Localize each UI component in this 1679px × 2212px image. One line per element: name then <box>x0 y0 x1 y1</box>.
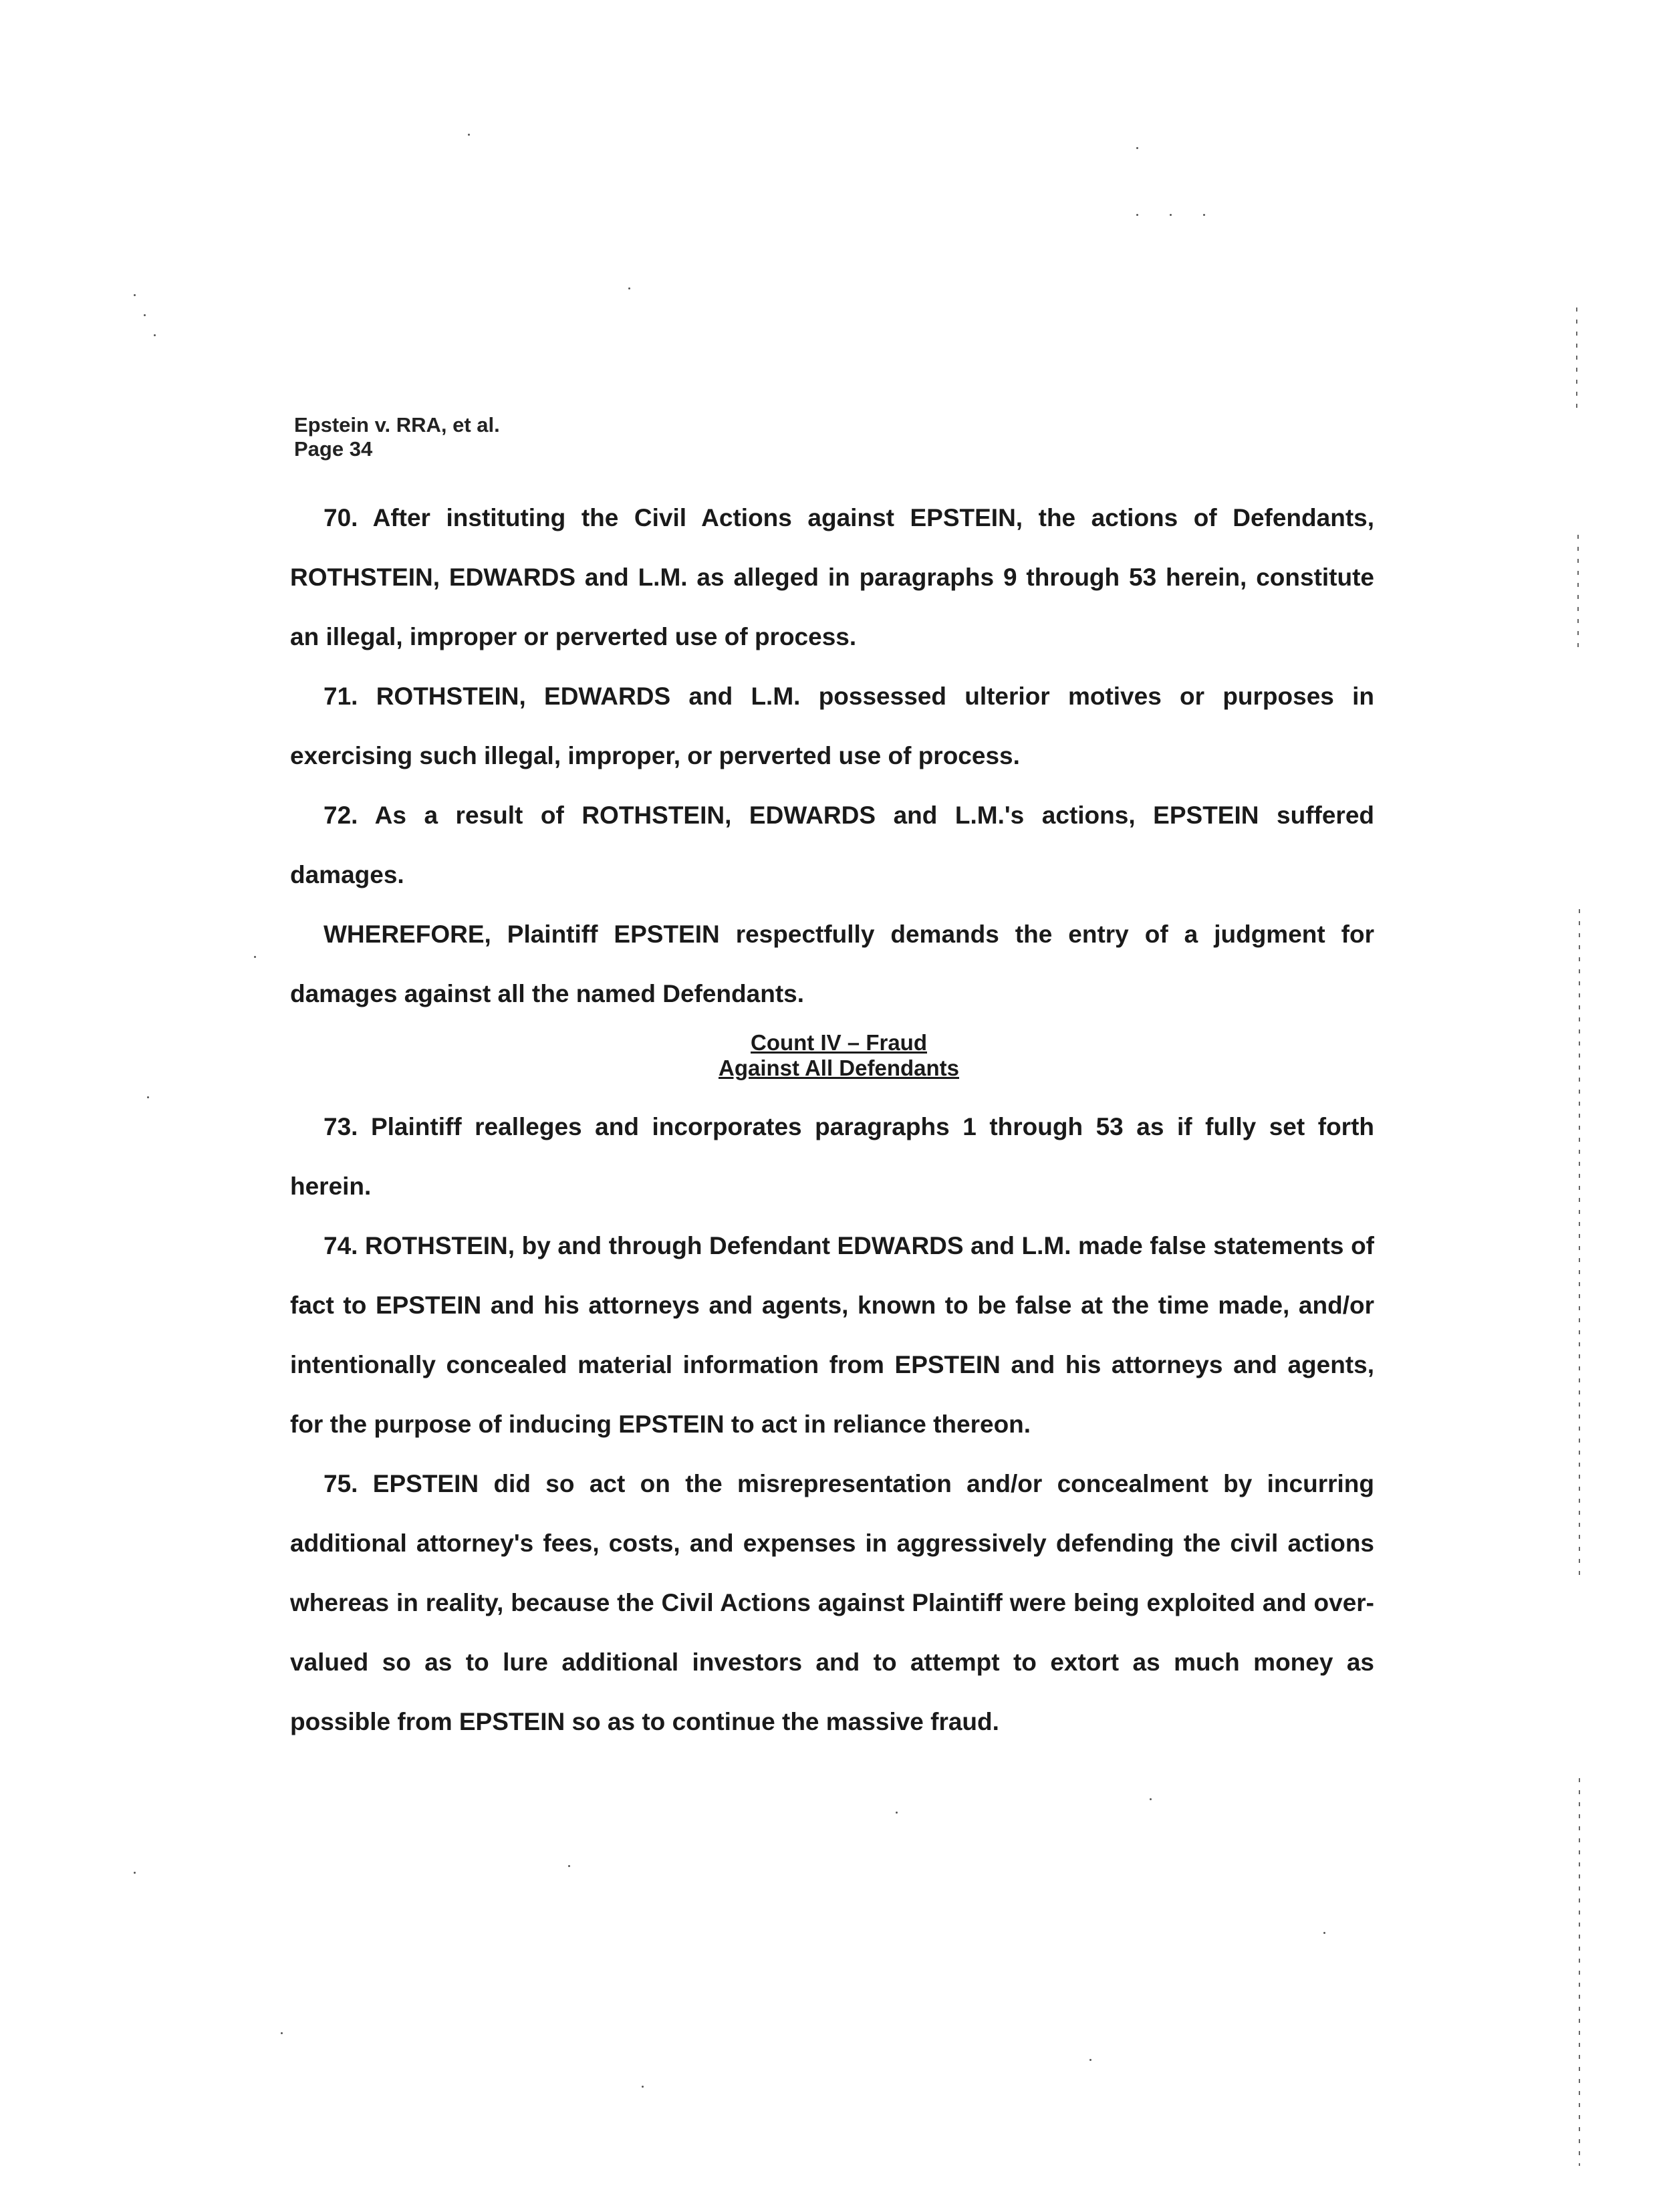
scan-edge-mark <box>1579 909 1580 1578</box>
scan-speck <box>896 1812 898 1814</box>
page-number: Page 34 <box>294 437 373 461</box>
scan-speck <box>1170 214 1172 216</box>
count-heading <box>290 1030 1374 1081</box>
scan-edge-mark <box>1579 1778 1580 2166</box>
scan-speck <box>1136 214 1138 216</box>
scan-speck <box>1150 1798 1152 1800</box>
scan-edge-mark <box>1577 535 1579 655</box>
scan-speck <box>642 2086 644 2088</box>
scan-speck <box>1136 147 1138 149</box>
document-body <box>290 488 1374 1751</box>
case-caption: Epstein v. RRA, et al. <box>294 413 500 437</box>
scan-speck <box>1323 1932 1325 1934</box>
scan-speck <box>134 1872 136 1874</box>
wherefore-clause: WHEREFORE, Plaintiff EPSTEIN respectfully demands the entry of a judgment for damages against all the named Defendants. <box>290 920 1374 1007</box>
count-subtitle: Against All Defendants <box>719 1056 959 1080</box>
paragraph-75: 75. EPSTEIN did so act on the misrepresentation and/or concealment by incurring additional attorney's fees, costs, and expenses in aggressively defending the civil actions whereas in reality, because the Civil Actions against Plaintiff were being exploited and over-valued so as to lure additional investors and to attempt to extort as much money as possible from EPSTEIN so as to continue the massive fraud. <box>290 1470 1374 1735</box>
paragraph-71: 71. ROTHSTEIN, EDWARDS and L.M. possessed ulterior motives or purposes in exercising such illegal, improper, or perverted use of process. <box>290 683 1374 769</box>
scan-speck <box>468 134 470 136</box>
scan-speck <box>147 1096 149 1098</box>
scan-speck <box>281 2032 283 2034</box>
paragraph-70: 70. After instituting the Civil Actions against EPSTEIN, the actions of Defendants, ROTHSTEIN, EDWARDS and L.M. as alleged in paragraphs 9 through 53 herein, constitute an illegal, improper or perverted use of process. <box>290 504 1374 650</box>
scan-edge-mark <box>1576 308 1577 414</box>
scan-speck <box>254 956 256 958</box>
count-title: Count IV – Fraud <box>751 1030 927 1055</box>
paragraph-72: 72. As a result of ROTHSTEIN, EDWARDS and L.M.'s actions, EPSTEIN suffered damages. <box>290 802 1374 888</box>
paragraph-73: 73. Plaintiff realleges and incorporates paragraphs 1 through 53 as if fully set forth herein. <box>290 1113 1374 1200</box>
scan-speck <box>568 1865 570 1867</box>
scan-speck <box>154 334 156 336</box>
page-header <box>294 413 500 461</box>
scan-speck <box>1203 214 1205 216</box>
paragraph-74: 74. ROTHSTEIN, by and through Defendant EDWARDS and L.M. made false statements of fact to EPSTEIN and his attorneys and agents, known to be false at the time made, and/or intentionally concealed material information from EPSTEIN and his attorneys and agents, for the purpose of inducing EPSTEIN to act in reliance thereon. <box>290 1232 1374 1438</box>
scan-speck <box>134 294 136 296</box>
scan-speck <box>628 287 630 289</box>
scan-speck <box>1089 2059 1091 2061</box>
scan-speck <box>144 314 146 316</box>
